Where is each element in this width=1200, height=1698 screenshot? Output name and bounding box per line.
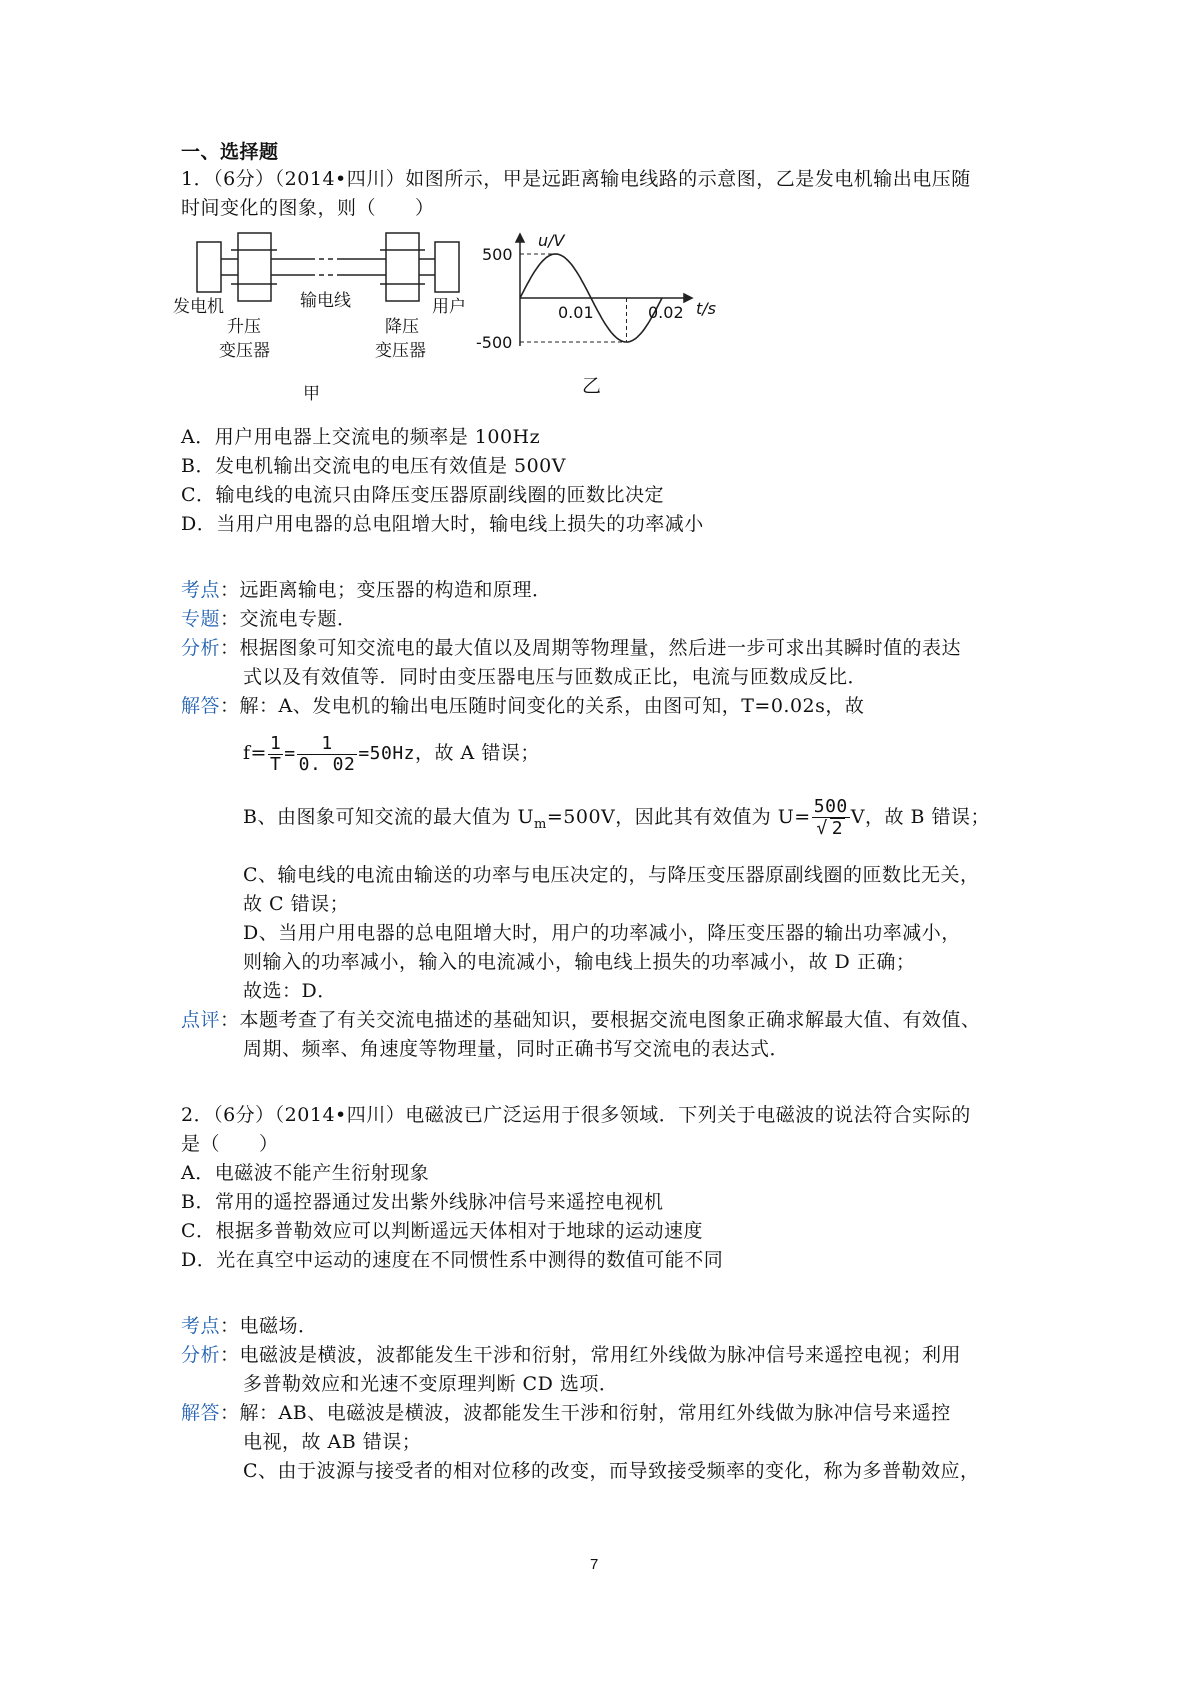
fenxi-text-1: ：根据图象可知交流电的最大值以及周期等物理量，然后进一步可求出其瞬时值的表达: [220, 637, 962, 659]
fenxi-label: 分析: [181, 637, 221, 659]
user-box: [435, 242, 459, 292]
q1-jieda-d2: 则输入的功率减小，输入的电流减小，输电线上损失的功率减小，故 D 正确；: [243, 951, 916, 973]
q2-option-b: B．常用的遥控器通过发出紫外线脉冲信号来遥控电视机: [181, 1191, 664, 1213]
eq-f-prefix: f=: [243, 742, 267, 764]
frac-1-over-t: [268, 734, 283, 775]
q1-jieda-b: [243, 795, 990, 847]
frac-num: 1: [269, 732, 282, 754]
q1-stem-line2: 时间变化的图象，则（ ）: [181, 197, 435, 219]
voltage-time-chart: [476, 228, 782, 428]
b-text-3: V，故 B 错误；: [850, 806, 991, 828]
frac-500-over-sqrt2: [812, 797, 850, 839]
jieda-text-1: ：解：A、发电机的输出电压随时间变化的关系，由图可知，T=0.02s，故: [220, 695, 865, 717]
q1-option-c: C．输电线的电流只由降压变压器原副线圈的匝数比决定: [181, 484, 665, 506]
q1-kaodian: [181, 576, 552, 604]
frac-den: [812, 818, 850, 839]
q1-option-b: B．发电机输出交流电的电压有效值是 500V: [181, 455, 566, 477]
q2-fenxi-line1: [181, 1341, 961, 1369]
jieda-label: 解答: [181, 1402, 221, 1424]
x-tick-label: 0.01: [558, 303, 594, 322]
y-axis-label: u/V: [538, 231, 565, 250]
kaodian-text: ：远距离输电；变压器的构造和原理．: [220, 579, 552, 601]
label-generator: 发电机: [173, 297, 224, 317]
y-tick-label: -500: [476, 333, 513, 352]
q1-jieda-c2: 故 C 错误；: [243, 893, 350, 915]
frac-1-over-002: [297, 734, 358, 775]
q2-option-a: A．电磁波不能产生衍射现象: [181, 1162, 430, 1184]
caption-jia: 甲: [303, 384, 320, 404]
generator-box: [197, 242, 221, 292]
y-axis-arrow: [516, 234, 524, 242]
q2-stem-line2: 是（ ）: [181, 1133, 279, 1155]
b-text-1: B、由图象可知交流的最大值为 U: [243, 806, 535, 828]
dianping-label: 点评: [181, 1009, 221, 1031]
q1-jieda-c1: C、输电线的电流由输送的功率与电压决定的，与降压变压器原副线圈的匝数比无关，: [243, 864, 980, 886]
page-number: 7: [590, 1556, 599, 1573]
q2-option-d: D．光在真空中运动的速度在不同惯性系中测得的数值可能不同: [181, 1249, 724, 1271]
q2-stem-line1: 2．（6分）（2014•四川）电磁波已广泛运用于很多领域．下列关于电磁波的说法符合实际的: [181, 1104, 971, 1126]
q2-jieda-line1: [181, 1399, 951, 1427]
q1-option-d: D．当用户用电器的总电阻增大时，输电线上损失的功率减小: [181, 513, 704, 535]
q1-option-a: A．用户用电器上交流电的频率是 100Hz: [181, 426, 541, 448]
q1-equation-f: [243, 731, 540, 776]
eq-suffix: ，故 A 错误；: [415, 742, 540, 764]
frac-num: 500: [813, 796, 848, 817]
section-title: 一、选择题: [181, 141, 279, 163]
step-up-transformer-box: [238, 233, 271, 301]
label-line: 输电线: [300, 291, 351, 311]
kaodian-text: ：电磁场．: [220, 1315, 318, 1337]
q2-kaodian: [181, 1312, 318, 1340]
dianping-text-1: ：本题考查了有关交流电描述的基础知识，要根据交流电图象正确求解最大值、有效值、: [220, 1009, 981, 1031]
fenxi-label: 分析: [181, 1344, 221, 1366]
q2-option-c: C．根据多普勒效应可以判断遥远天体相对于地球的运动速度: [181, 1220, 704, 1242]
kaodian-label: 考点: [181, 1315, 221, 1337]
q2-jieda-line2: 电视，故 AB 错误；: [243, 1431, 422, 1453]
q1-dianping-line1: [181, 1006, 981, 1034]
q1-stem-line1: 1．（6分）（2014•四川）如图所示，甲是远距离输电线路的示意图，乙是发电机输出电压随: [181, 168, 971, 190]
q2-jieda-line3: C、由于波源与接受者的相对位移的改变，而导致接受频率的变化，称为多普勒效应，: [243, 1460, 980, 1482]
x-tick-label: 0.02: [648, 303, 684, 322]
q1-zhuanti: [181, 605, 357, 633]
sqrt-sign: √: [816, 818, 828, 839]
caption-yi: 乙: [582, 375, 602, 397]
label-step-up-2: 变压器: [219, 341, 270, 361]
x-axis-arrow: [684, 294, 692, 302]
x-axis-label: t/s: [696, 299, 716, 318]
jieda-label: 解答: [181, 695, 221, 717]
zhuanti-label: 专题: [181, 608, 221, 630]
y-tick-label: 500: [482, 245, 513, 264]
q1-jieda-line1: [181, 692, 864, 720]
fenxi-text-1: ：电磁波是横波，波都能发生干涉和衍射，常用红外线做为脉冲信号来遥控电视；利用: [220, 1344, 962, 1366]
eq-result: =50Hz: [358, 743, 416, 764]
q1-answer: 故选：D．: [243, 980, 337, 1002]
label-step-down-1: 降压: [385, 317, 419, 337]
b-text-2: =500V，因此其有效值为 U=: [546, 806, 811, 828]
transmission-diagram: [175, 228, 495, 408]
sqrt-radicand: 2: [831, 818, 844, 839]
label-step-up-1: 升压: [227, 317, 261, 337]
q1-fenxi-line1: [181, 634, 961, 662]
q1-jieda-d1: D、当用户用电器的总电阻增大时，用户的功率减小，降压变压器的输出功率减小，: [243, 922, 961, 944]
q1-dianping-line2: 周期、频率、角速度等物理量，同时正确书写交流电的表达式．: [243, 1038, 790, 1060]
frac-den: T: [269, 753, 282, 775]
label-user: 用户: [432, 297, 466, 317]
b-subscript: m: [534, 816, 547, 832]
frac-den: 0. 02: [298, 753, 356, 775]
q1-fenxi-line2: 式以及有效值等．同时由变压器电压与匝数成正比，电流与匝数成反比．: [243, 666, 868, 688]
kaodian-label: 考点: [181, 579, 221, 601]
q2-fenxi-line2: 多普勒效应和光速不变原理判断 CD 选项．: [243, 1373, 619, 1395]
step-down-transformer-box: [386, 233, 419, 301]
label-step-down-2: 变压器: [375, 341, 426, 361]
eq-sign: =: [284, 743, 296, 764]
jieda-text-1: ：解：AB、电磁波是横波，波都能发生干涉和衍射，常用红外线做为脉冲信号来遥控: [220, 1402, 951, 1424]
frac-num: 1: [297, 734, 358, 755]
zhuanti-text: ：交流电专题．: [220, 608, 357, 630]
